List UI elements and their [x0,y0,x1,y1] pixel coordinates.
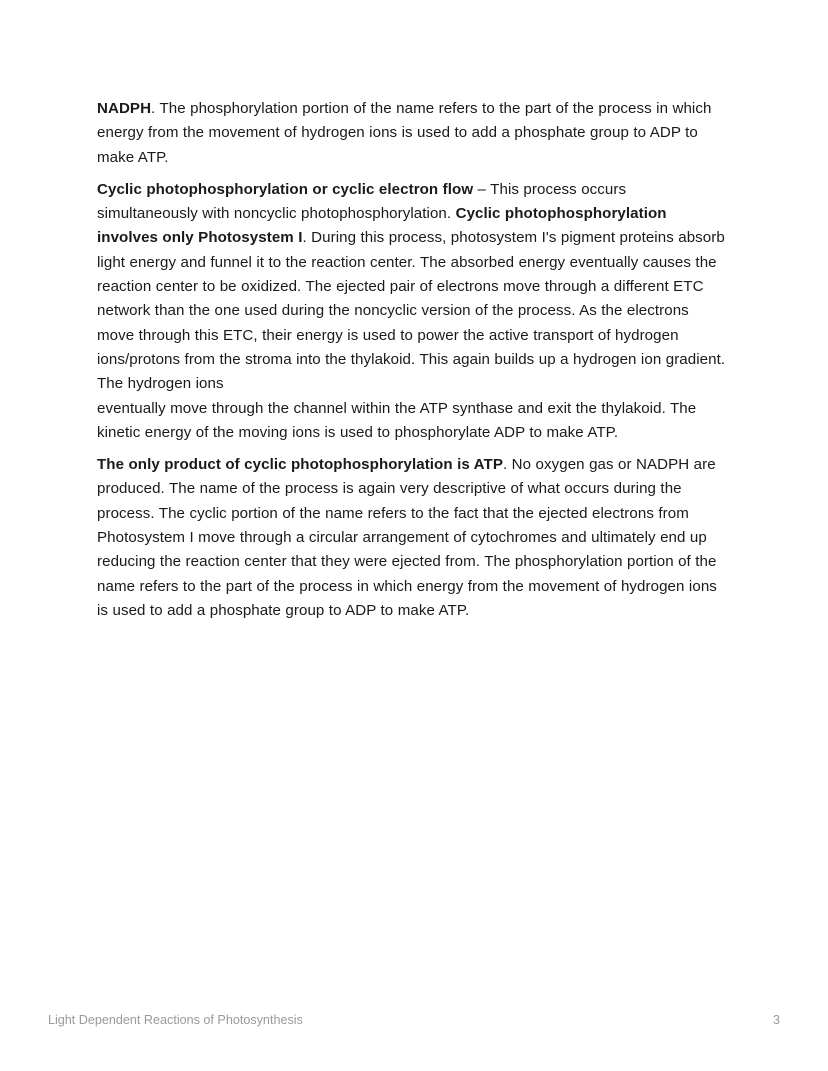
paragraph-cyclic-photophosphorylation [97,178,729,445]
text-run-regular: . The phosphorylation portion of the name refers to the part of the process in which energy from the movement of hydrogen ions is used to add a phosphate group to ADP to make ATP. [97,100,712,166]
text-run-regular: . During this process, photosystem I's pigment proteins absorb light energy and funnel it to the reaction center. The absorbed energy eventually causes the reaction center to be oxidized. The ejected pair of electrons move through a different ETC network than the one used during the noncyclic version of the process. As the electrons move through this ETC, their energy is used to power the active transport of hydrogen ions/protons from the stroma into the thylakoid. This again builds up a hydrogen ion gradient. The hydrogen ions [97,229,726,393]
document-body [97,97,729,623]
text-run-bold: Cyclic photophosphorylation or cyclic electron flow [97,180,474,198]
paragraph-nadph [97,97,729,170]
footer-page-number: 3 [772,1013,780,1027]
text-run-bold: The only product of cyclic photophosphorylation is ATP [97,456,503,474]
text-run-regular: . No oxygen gas or NADPH are produced. The name of the process is again very descriptive of what occurs during the process. The cyclic portion of the name refers to the fact that the ejected electrons from Photosystem I move through a circular arrangement of cytochromes and ultimately end up reducing the reaction center that they were ejected from. The phosphorylation portion of the name refers to the part of the process in which energy from the movement of hydrogen ions is used to add a phosphate group to ADP to make ATP. [97,456,717,619]
page-footer [0,1011,828,1033]
paragraph-only-product-atp [97,453,729,623]
text-run-bold: Cyclic photophosphorylation involves only Photosystem I [97,205,667,247]
text-run-bold: NADPH [97,100,152,117]
text-run-regular: eventually move through the channel within the ATP synthase and exit the thylakoid. The kinetic energy of the moving ions is used to phosphorylate ADP to make ATP. [97,399,697,441]
text-run-regular: – This process occurs simultaneously with noncyclic photophosphorylation. [97,180,627,223]
footer-title: Light Dependent Reactions of Photosynthesis [48,1013,303,1027]
